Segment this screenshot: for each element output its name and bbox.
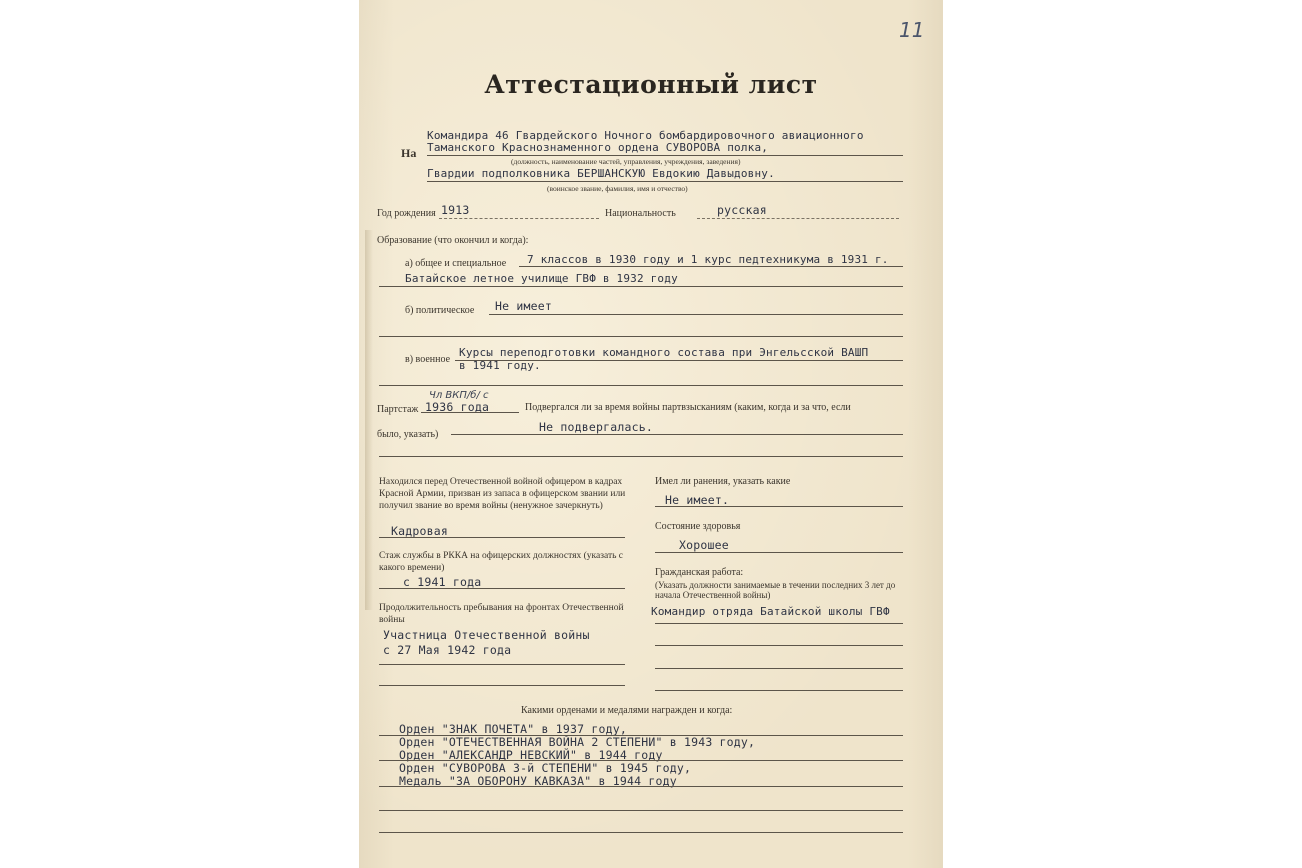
- recipient-rule-2: [427, 181, 903, 182]
- party-label: Партстаж: [377, 404, 419, 415]
- nationality-label: Национальность: [605, 208, 676, 219]
- civil-work-label: Гражданская работа:: [655, 567, 744, 578]
- education-military-value-1: Курсы переподготовки командного состава при Энгельсской ВАШП: [459, 346, 869, 359]
- recipient-rule-1: [427, 155, 903, 156]
- education-political-label: б) политическое: [405, 305, 475, 316]
- award-item-5: Медаль "ЗА ОБОРОНУ КАВКАЗА" в 1944 году: [399, 774, 677, 788]
- party-blank-rule: [379, 456, 903, 457]
- party-penalty-question-2: было, указать): [377, 429, 439, 440]
- birth-year-value: 1913: [441, 203, 470, 217]
- front-value-1: Участница Отечественной войны: [383, 628, 590, 642]
- party-penalty-rule: [451, 434, 903, 435]
- education-military-rule: [455, 360, 903, 361]
- officer-status-value: Кадровая: [391, 524, 448, 538]
- award-item-3: Орден "АЛЕКСАНДР НЕВСКИЙ" в 1944 году: [399, 748, 663, 762]
- civil-work-rule-4: [655, 690, 903, 691]
- award-item-2: Орден "ОТЕЧЕСТВЕННАЯ ВОЙНА 2 СТЕПЕНИ" в 1943 году,: [399, 735, 756, 749]
- officer-status-question: Находился перед Отечественной войной офицером в кадрах Красной Армии, призван из запаса в офицерском звании или получил звание во время войны (ненужное зачеркнуть): [379, 477, 626, 511]
- civil-work-rule-2: [655, 645, 903, 646]
- birth-year-rule: [439, 218, 599, 219]
- service-question: Стаж службы в РККА на офицерских должностях (указать с какого времени): [379, 551, 624, 573]
- recipient-prefix: На: [401, 146, 417, 160]
- education-general-rule-1: [519, 266, 903, 267]
- awards-rule-5: [379, 832, 903, 833]
- front-rule-2: [379, 685, 625, 686]
- attestation-sheet: [359, 0, 943, 868]
- civil-work-rule-3: [655, 668, 903, 669]
- education-general-value-1: 7 классов в 1930 году и 1 курс педтехникума в 1931 г.: [527, 253, 889, 266]
- awards-rule-4: [379, 810, 903, 811]
- front-rule-1: [379, 664, 625, 665]
- page-number: 11: [899, 18, 925, 42]
- document-title: Аттестационный лист: [484, 70, 818, 99]
- front-question: Продолжительность пребывания на фронтах Отечественной войны: [379, 603, 624, 625]
- health-value: Хорошее: [679, 538, 729, 552]
- education-general-label: а) общее и специальное: [405, 258, 507, 269]
- party-value-top: Чл ВКП/б/ с: [429, 390, 489, 401]
- civil-work-rule-1: [655, 623, 903, 624]
- recipient-caption-position: (должность, наименование частей, управления, учреждения, заведения): [511, 157, 741, 166]
- party-penalty-value: Не подвергалась.: [539, 420, 653, 434]
- education-political-value: Не имеет: [495, 299, 552, 313]
- party-rule: [421, 412, 519, 413]
- civil-work-value: Командир отряда Батайской школы ГВФ: [651, 605, 890, 618]
- party-penalty-question: Подвергался ли за время войны партвзысканиям (каким, когда и за что, если: [525, 402, 851, 413]
- recipient-caption-name: (воинское звание, фамилия, имя и отчество): [547, 184, 688, 193]
- education-military-value-2: в 1941 году.: [459, 359, 541, 372]
- front-value-2: с 27 Мая 1942 года: [383, 643, 512, 657]
- awards-rule-2: [379, 760, 903, 761]
- recipient-line-3: Гвардии подполковника БЕРШАНСКУЮ Евдокию Давыдовну.: [427, 167, 775, 180]
- education-general-rule-2: [379, 286, 903, 287]
- wounds-value: Не имеет.: [665, 493, 730, 507]
- nationality-rule: [697, 218, 899, 219]
- awards-rule-1: [379, 735, 903, 736]
- recipient-line-1: Командира 46 Гвардейского Ночного бомбардировочного авиационного: [427, 129, 864, 142]
- education-political-rule: [489, 314, 903, 315]
- awards-rule-3: [379, 786, 903, 787]
- officer-status-rule: [379, 537, 625, 538]
- awards-label: Какими орденами и медалями награжден и когда:: [521, 705, 733, 716]
- education-general-value-2: Батайское летное училище ГВФ в 1932 году: [405, 272, 678, 285]
- wounds-rule: [655, 506, 903, 507]
- award-item-1: Орден "ЗНАК ПОЧЕТА" в 1937 году,: [399, 722, 627, 736]
- wounds-question: Имел ли ранения, указать какие: [655, 476, 791, 487]
- paper-fold: [365, 230, 373, 610]
- service-value: с 1941 года: [403, 575, 482, 589]
- education-blank-rule-1: [379, 336, 903, 337]
- civil-work-question: (Указать должности занимаемые в течении последних 3 лет до начала Отечественной войны): [655, 580, 896, 600]
- education-military-label: в) военное: [405, 354, 451, 365]
- nationality-value: русская: [717, 203, 767, 217]
- education-blank-rule-2: [379, 385, 903, 386]
- birth-year-label: Год рождения: [377, 208, 436, 219]
- award-item-4: Орден "СУВОРОВА 3-й СТЕПЕНИ" в 1945 году,: [399, 761, 692, 775]
- service-rule: [379, 588, 625, 589]
- health-label: Состояние здоровья: [655, 521, 741, 532]
- health-rule: [655, 552, 903, 553]
- recipient-line-2: Таманского Краснознаменного ордена СУВОРОВА полка,: [427, 141, 769, 154]
- party-value: 1936 года: [425, 400, 490, 414]
- education-label: Образование (что окончил и когда):: [377, 235, 529, 246]
